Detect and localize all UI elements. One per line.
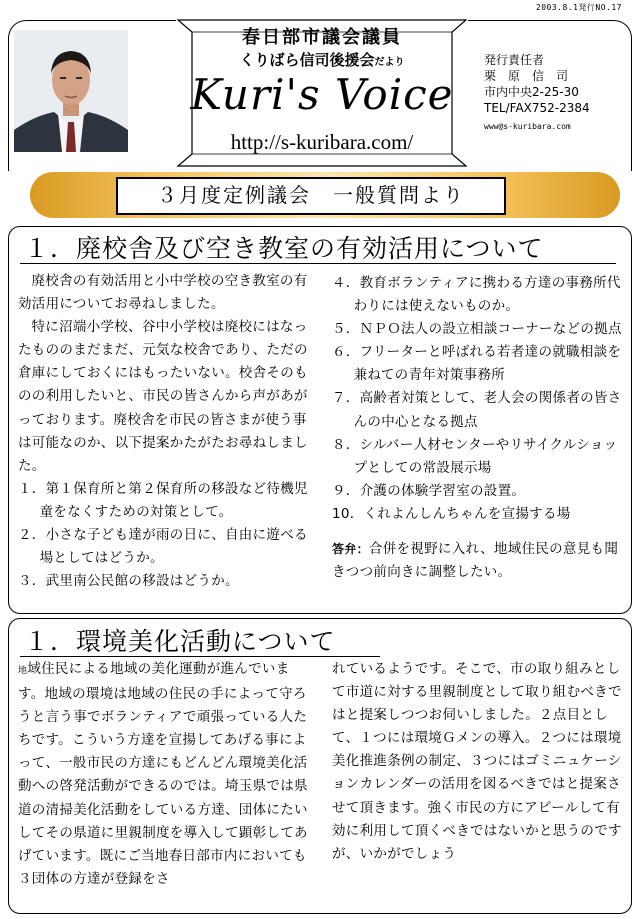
banner-label: ３月度定例議会 一般質問より <box>116 177 506 215</box>
section2-heading-rule <box>20 656 380 657</box>
section1-right-column <box>332 272 628 584</box>
section2-heading: １．環境美化活動について <box>24 627 336 656</box>
section2-text-right: れているようです。そこで、市の取り組みとして市道に対する里親制度として取り組むべきではと提案しつつお伺いしました。２点目として、１つには環境Ｇメンの導入。２つには環境美化推進条例の制定、３つにはゴミニュケーションカレンダーの活用を図るべきではと提案させて頂きます。強く市民の方にアピールして有効に利用して頂くべきではないかと思うのですが、いかがでしょう <box>332 661 622 862</box>
supporters-suffix: だより <box>374 57 405 68</box>
masthead-title-box <box>176 18 468 168</box>
section1-left-column <box>18 270 318 593</box>
intro-paragraph: 廃校舎の有効活用と小中学校の空き教室の有効活用についてお尋ねしました。 <box>18 273 308 313</box>
supporters-name: くりばら信司後援会 <box>239 51 375 69</box>
publisher-name: 栗 原 信 司 <box>484 69 569 83</box>
issue-info: 2003.8.1発行NO.17 <box>535 3 622 12</box>
publisher-tel: TEL/FAX752-2384 <box>484 101 590 115</box>
publisher-info <box>484 52 590 135</box>
answer-paragraph <box>332 538 628 584</box>
proposal-item: ６．フリーターと呼ばれる若者達の就職相談を兼ねての青年対策事務所 <box>332 344 622 384</box>
title-line-councilor: 春日部市議会議員 <box>242 27 402 48</box>
title-line-supporters <box>176 49 468 70</box>
intro-paragraph: 特に沼端小学校、谷中小学校は廃校にはなったもののまだまだ、元気な校舎であり、ただの倉庫にしておくにはもったいない。校舎そのものの利用したいと、市民の皆さんから声があがっております。廃校舎を市民の皆さまが使う事は可能なのか、以下提案かたがたお尋ねしました。 <box>18 319 308 474</box>
publisher-label: 発行責任者 <box>484 53 545 67</box>
section1-heading: １．廃校舎及び空き教室の有効活用について <box>24 234 544 263</box>
website-url[interactable]: http://s-kuribara.com/ <box>230 130 414 154</box>
proposal-item: 10．くれよんしんちゃんを宣揚する場 <box>332 505 571 522</box>
section2-text-left <box>18 658 316 891</box>
section2-text-left-body: 域住民による地域の美化運動が進んでいます。地域の環境は地域の住民の手によって守ろうと言う事でボランティアで頑張っている人たちです。こういう方達を宣揚してあげる事によって、一般市民の方達にもどんどん環境美化活動への啓発活動ができるのでは。埼玉県では県道の清掃美化活動をしている方達、団体にたいしてその県道に里親制度を導入して顕彰してあげています。既にご当地春日部市内においても３団体の方達が登録をさ <box>18 661 308 887</box>
portrait-photo <box>14 30 128 152</box>
section1-heading-rule <box>20 263 616 264</box>
section2-left-column <box>18 658 316 891</box>
publisher-address: 市内中央2-25-30 <box>484 85 579 99</box>
section2-first-char: 地 <box>18 666 28 676</box>
newsletter-name: Kuri's Voice <box>190 70 454 119</box>
section2-right-column <box>332 658 630 866</box>
proposal-item: ２．小さな子ども達が雨の日に、自由に遊べる場としてはどうか。 <box>18 527 308 567</box>
publisher-email[interactable]: www@s-kuribara.com <box>484 122 571 131</box>
proposal-item: ５．ＮＰＯ法人の設立相談コーナーなどの拠点 <box>332 321 622 338</box>
spacer <box>332 526 628 538</box>
proposal-item: ７．高齢者対策として、老人会の関係者の皆さんの中心となる拠点 <box>332 390 622 430</box>
proposal-item: ９．介護の体験学習室の設置。 <box>332 482 526 499</box>
proposal-item: ３．武里南公民館の移設はどうか。 <box>18 573 239 590</box>
proposal-item: １．第１保育所と第２保育所の移設など待機児童をなくすための対策として。 <box>18 480 308 520</box>
answer-label: 答弁： <box>332 542 369 557</box>
answer-text: 合併を視野に入れ、地域住民の意見も聞きつつ前向きに調整したい。 <box>332 541 619 581</box>
proposal-item: ８．シルバー人材センターやリサイクルショップとしての常設展示場 <box>332 436 618 476</box>
proposal-item: ４．教育ボランティアに携わる方達の事務所代わりには使えないものか。 <box>332 275 621 315</box>
